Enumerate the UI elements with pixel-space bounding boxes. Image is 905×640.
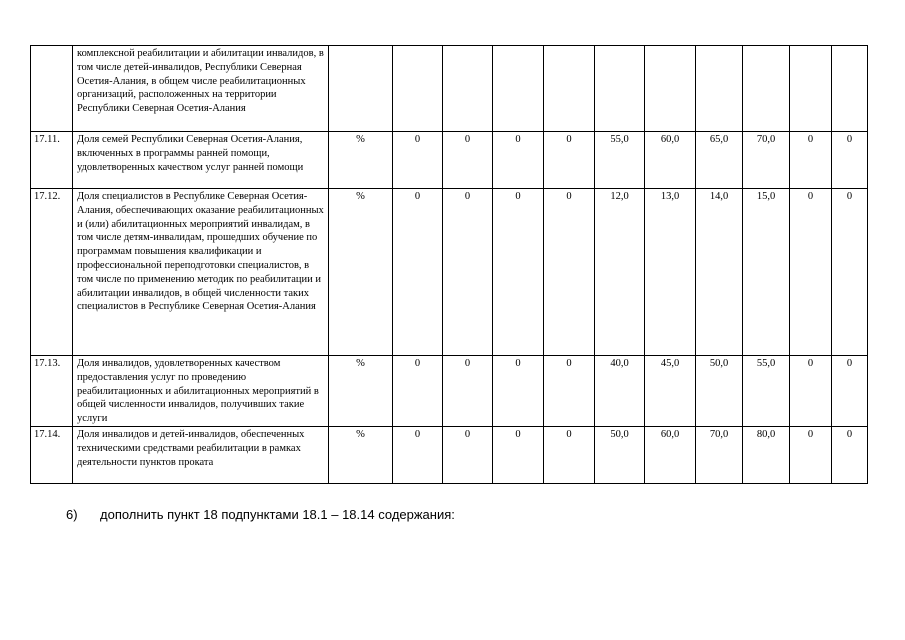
table-row bbox=[31, 356, 868, 427]
row-number-cell: 17.13. bbox=[31, 356, 73, 427]
value-cell: 55,0 bbox=[595, 132, 645, 189]
unit-cell: % bbox=[329, 189, 393, 356]
value-cell: 65,0 bbox=[696, 132, 743, 189]
value-cell: 0 bbox=[493, 132, 544, 189]
value-cell: 0 bbox=[393, 189, 443, 356]
value-cell: 0 bbox=[393, 356, 443, 427]
value-cell bbox=[544, 46, 595, 132]
unit-cell: % bbox=[329, 132, 393, 189]
value-cell bbox=[393, 46, 443, 132]
value-cell bbox=[743, 46, 790, 132]
value-cell: 0 bbox=[790, 132, 832, 189]
value-cell: 0 bbox=[544, 356, 595, 427]
indicator-name-cell: Доля инвалидов, удовлетворенных качеством предоставления услуг по проведению реабилитационных и абилитационных мероприятий в общей численности инвалидов, получивших такие услуги bbox=[73, 356, 329, 427]
value-cell bbox=[493, 46, 544, 132]
value-cell: 0 bbox=[790, 427, 832, 484]
table-body bbox=[31, 46, 868, 484]
row-number-cell bbox=[31, 46, 73, 132]
value-cell: 13,0 bbox=[645, 189, 696, 356]
value-cell: 50,0 bbox=[696, 356, 743, 427]
indicators-table bbox=[30, 45, 868, 484]
value-cell: 15,0 bbox=[743, 189, 790, 356]
value-cell: 40,0 bbox=[595, 356, 645, 427]
value-cell: 0 bbox=[832, 189, 868, 356]
table-row bbox=[31, 46, 868, 132]
value-cell: 0 bbox=[393, 132, 443, 189]
value-cell: 60,0 bbox=[645, 132, 696, 189]
value-cell: 0 bbox=[832, 132, 868, 189]
value-cell: 0 bbox=[790, 356, 832, 427]
unit-cell bbox=[329, 46, 393, 132]
value-cell: 0 bbox=[832, 356, 868, 427]
row-number-cell: 17.14. bbox=[31, 427, 73, 484]
value-cell: 60,0 bbox=[645, 427, 696, 484]
value-cell: 12,0 bbox=[595, 189, 645, 356]
row-number-cell: 17.11. bbox=[31, 132, 73, 189]
unit-cell: % bbox=[329, 427, 393, 484]
value-cell: 45,0 bbox=[645, 356, 696, 427]
paragraph-marker: 6) bbox=[66, 507, 78, 522]
table-row bbox=[31, 189, 868, 356]
unit-cell: % bbox=[329, 356, 393, 427]
table-row bbox=[31, 427, 868, 484]
indicator-name-cell: комплексной реабилитации и абилитации инвалидов, в том числе детей-инвалидов, Республики Северная Осетия-Алания, в общем числе реабилитационных организаций, расположенных на территории Республики Северная Осетия-Алания bbox=[73, 46, 329, 132]
indicator-name-cell: Доля специалистов в Республике Северная Осетия-Алания, обеспечивающих оказание реабилитационных и (или) абилитационных мероприятий инвалидам, в том числе детям-инвалидам, прошедших обучение по программам повышения квалификации и профессиональной переподготовки специалистов, в том числе по применению методик по реабилитации и абилитации инвалидов, в общей численности таких специалистов в Республике Северная Осетия-Алания bbox=[73, 189, 329, 356]
row-number-cell: 17.12. bbox=[31, 189, 73, 356]
value-cell: 0 bbox=[443, 189, 493, 356]
value-cell: 0 bbox=[544, 132, 595, 189]
value-cell: 0 bbox=[544, 189, 595, 356]
value-cell bbox=[443, 46, 493, 132]
value-cell: 0 bbox=[790, 189, 832, 356]
indicator-name-cell: Доля инвалидов и детей-инвалидов, обеспеченных техническими средствами реабилитации в рамках деятельности пунктов проката bbox=[73, 427, 329, 484]
value-cell: 0 bbox=[493, 356, 544, 427]
value-cell: 0 bbox=[544, 427, 595, 484]
value-cell: 0 bbox=[493, 427, 544, 484]
value-cell bbox=[790, 46, 832, 132]
value-cell: 80,0 bbox=[743, 427, 790, 484]
value-cell: 50,0 bbox=[595, 427, 645, 484]
value-cell: 70,0 bbox=[743, 132, 790, 189]
value-cell: 70,0 bbox=[696, 427, 743, 484]
amendment-paragraph bbox=[66, 507, 455, 522]
value-cell: 0 bbox=[443, 427, 493, 484]
paragraph-text: дополнить пункт 18 подпунктами 18.1 – 18.14 содержания: bbox=[100, 507, 455, 522]
value-cell bbox=[595, 46, 645, 132]
value-cell bbox=[696, 46, 743, 132]
value-cell: 55,0 bbox=[743, 356, 790, 427]
value-cell: 0 bbox=[443, 356, 493, 427]
value-cell bbox=[645, 46, 696, 132]
value-cell bbox=[832, 46, 868, 132]
value-cell: 0 bbox=[493, 189, 544, 356]
value-cell: 0 bbox=[393, 427, 443, 484]
value-cell: 0 bbox=[832, 427, 868, 484]
value-cell: 14,0 bbox=[696, 189, 743, 356]
indicator-name-cell: Доля семей Республики Северная Осетия-Алания, включенных в программы ранней помощи, удовлетворенных качеством услуг ранней помощи bbox=[73, 132, 329, 189]
value-cell: 0 bbox=[443, 132, 493, 189]
table-row bbox=[31, 132, 868, 189]
